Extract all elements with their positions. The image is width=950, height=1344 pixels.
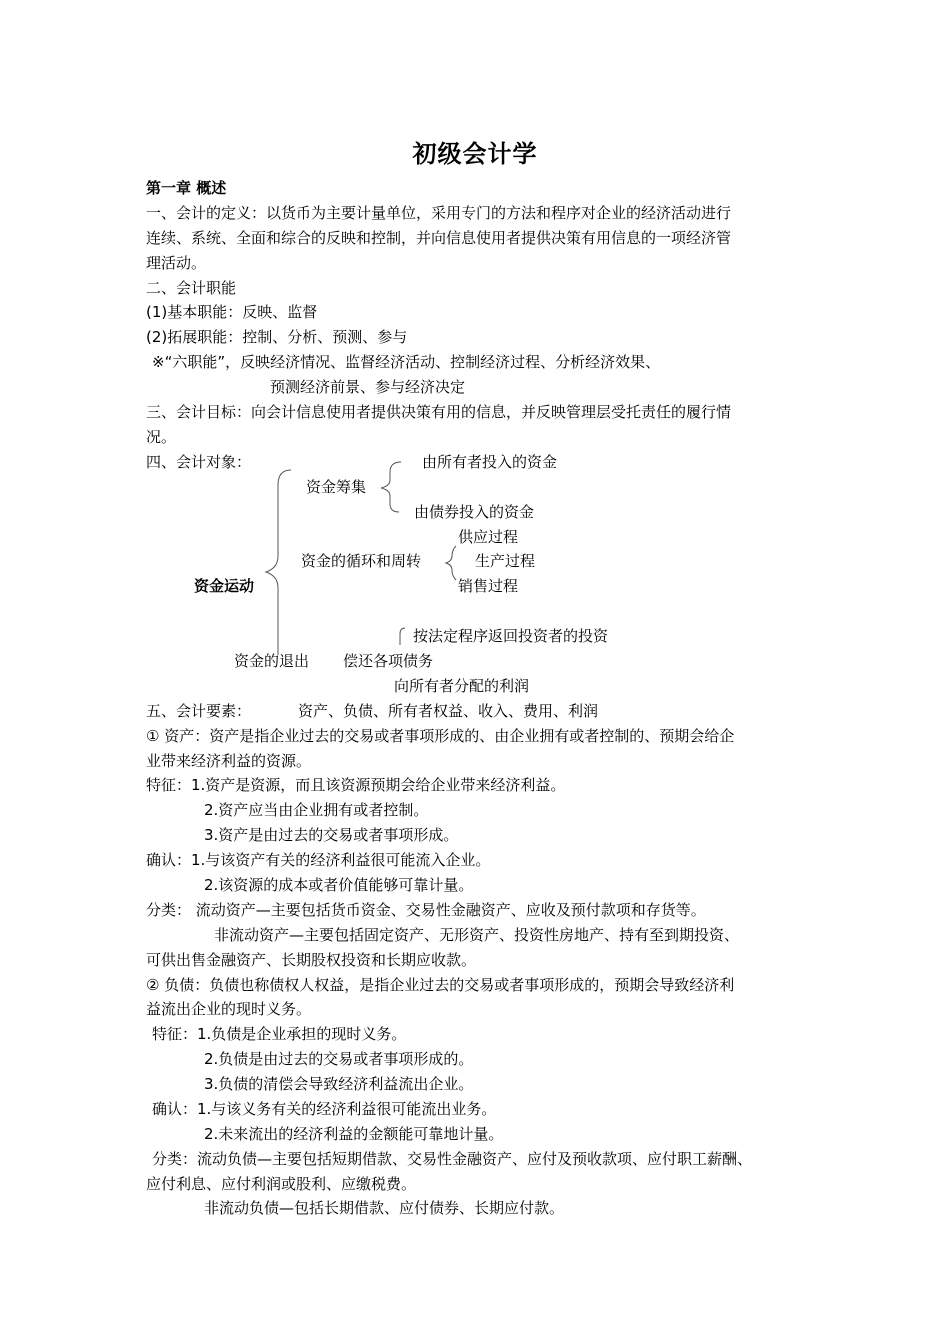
diagram-cycle: 资金的循环和周转: [301, 552, 422, 570]
asset-feature-3: 3.资产是由过去的交易或者事项形成。: [204, 826, 459, 844]
definition-line-2: 连续、系统、全面和综合的反映和控制，并向信息使用者提供决策有用信息的一项经济管: [146, 229, 732, 247]
object-heading: 四、会计对象：: [146, 453, 252, 471]
goal-line-2: 况。: [146, 428, 177, 446]
liability-feature-3: 3.负债的清偿会导致经济利益流出企业。: [204, 1075, 474, 1093]
extended-functions: (2)拓展职能：控制、分析、预测、参与: [146, 328, 408, 346]
functions-heading: 二、会计职能: [146, 279, 237, 297]
goal-line-1: 三、会计目标：向会计信息使用者提供决策有用的信息，并反映管理层受托责任的履行情: [146, 403, 732, 421]
cycle-brace: [446, 546, 456, 580]
liability-class-2: 应付利息、应付利润或股利、应缴税费。: [146, 1175, 417, 1193]
liability-recognition-1: 确认：1.与该义务有关的经济利益很可能流出业务。: [152, 1100, 497, 1118]
document-title: 初级会计学: [412, 140, 538, 168]
liability-def-line-2: 益流出企业的现时义务。: [146, 1000, 312, 1018]
definition-line-3: 理活动。: [146, 254, 207, 272]
diagram-fundraising: 资金筹集: [306, 478, 367, 496]
liability-class-3: 非流动负债—包括长期借款、应付债券、长期应付款。: [204, 1199, 565, 1217]
asset-recognition-1: 确认：1.与该资产有关的经济利益很可能流入企业。: [146, 851, 491, 869]
diagram-sales: 销售过程: [458, 577, 519, 595]
elements-list: 资产、负债、所有者权益、收入、费用、利润: [298, 702, 599, 720]
diagram-root: 资金运动: [194, 577, 255, 595]
diagram-supply: 供应过程: [458, 528, 519, 546]
exit-brace: [400, 628, 405, 645]
diagram-return-investment: 按法定程序返回投资者的投资: [413, 627, 609, 645]
asset-class-3: 可供出售金融资产、长期股权投资和长期应收款。: [146, 951, 477, 969]
elements-heading: 五、会计要素：: [146, 702, 252, 720]
asset-def-line-1: ① 资产：资产是指企业过去的交易或者事项形成的、由企业拥有或者控制的、预期会给企: [146, 727, 735, 745]
liability-feature-2: 2.负债是由过去的交易或者事项形成的。: [204, 1050, 474, 1068]
definition-line-1: 一、会计的定义：以货币为主要计量单位，采用专门的方法和程序对企业的经济活动进行: [146, 204, 732, 222]
asset-class-2: 非流动资产—主要包括固定资产、无形资产、投资性房地产、持有至到期投资、: [214, 926, 740, 944]
diagram-exit: 资金的退出: [234, 652, 310, 670]
six-functions-line-1: ※“六职能”，反映经济情况、监督经济活动、控制经济过程、分析经济效果、: [152, 353, 661, 371]
liability-recognition-2: 2.未来流出的经济利益的金额能可靠地计量。: [204, 1125, 504, 1143]
asset-recognition-2: 2.该资源的成本或者价值能够可靠计量。: [204, 876, 474, 894]
liability-def-line-1: ② 负债：负债也称债权人权益，是指企业过去的交易或者事项形成的，预期会导致经济利: [146, 976, 735, 994]
basic-functions: (1)基本职能：反映、监督: [146, 303, 318, 321]
diagram-repay-debts: 偿还各项债务: [343, 652, 434, 670]
liability-feature-1: 特征：1.负债是企业承担的现时义务。: [152, 1025, 407, 1043]
asset-feature-2: 2.资产应当由企业拥有或者控制。: [204, 801, 429, 819]
diagram-owner-funds: 由所有者投入的资金: [422, 453, 558, 471]
asset-def-line-2: 业带来经济利益的资源。: [146, 752, 312, 770]
main-brace: [266, 470, 291, 655]
six-functions-line-2: 预测经济前景、参与经济决定: [270, 378, 466, 396]
diagram-debt-funds: 由债券投入的资金: [414, 503, 535, 521]
diagram-production: 生产过程: [475, 552, 536, 570]
diagram-profit: 向所有者分配的利润: [394, 677, 530, 695]
fundraising-brace: [381, 462, 401, 512]
asset-class-1: 分类： 流动资产—主要包括货币资金、交易性金融资产、应收及预付款项和存货等。: [146, 901, 706, 919]
chapter-heading: 第一章 概述: [146, 179, 227, 197]
asset-feature-1: 特征：1.资产是资源，而且该资源预期会给企业带来经济利益。: [146, 776, 566, 794]
liability-class-1: 分类：流动负债—主要包括短期借款、交易性金融资产、应付及预收款项、应付职工薪酬、: [152, 1150, 753, 1168]
